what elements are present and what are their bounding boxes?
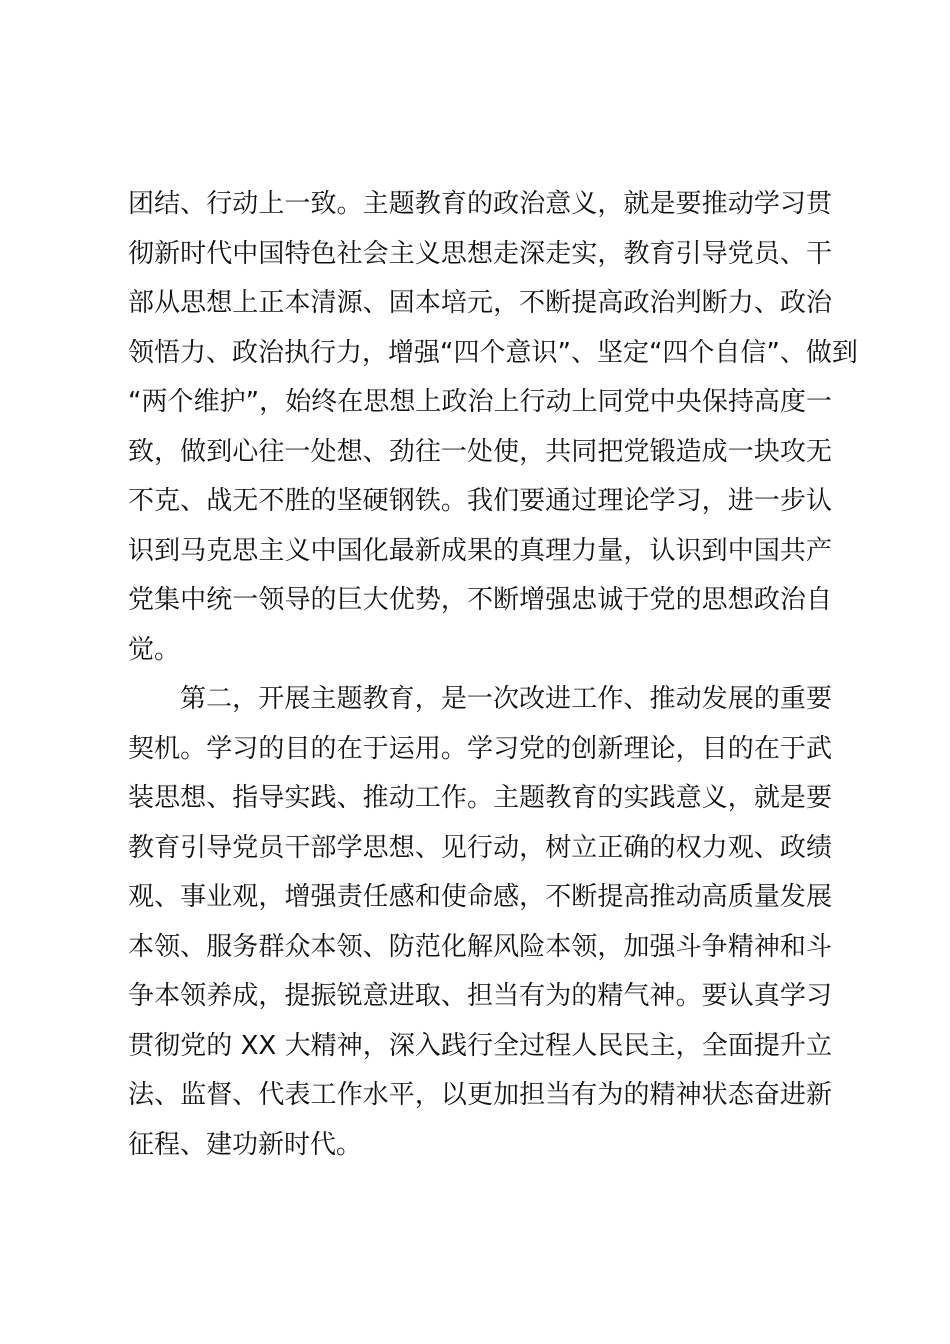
paragraph-line: “两个维护”，始终在思想上政治上行动上同党中央保持高度一 [128,387,832,417]
paragraph-line: 识到马克思主义中国化最新成果的真理力量，认识到中国共产 [128,535,832,566]
paragraph-line: 领悟力、政治执行力，增强“四个意识”、坚定“四个自信”、做到 [128,337,858,368]
paragraph-1 [128,180,858,675]
paragraph-line: 彻新时代中国特色社会主义思想走深走实，教育引导党员、干 [128,238,832,269]
paragraph-line: 团结、行动上一致。主题教育的政治意义，就是要推动学习贯 [128,189,832,219]
document-body [128,180,858,1170]
paragraph-line: 部从思想上正本清源、固本培元，不断提高政治判断力、政治 [128,288,832,318]
paragraph-line: 本领、服务群众本领、防范化解风险本领，加强斗争精神和斗 [128,931,832,962]
paragraph-line: 装思想、指导实践、推动工作。主题教育的实践意义，就是要 [128,783,832,813]
paragraph-line: 争本领养成，提振锐意进取、担当有为的精气神。要认真学习 [128,981,832,1011]
paragraph-line: 第二，开展主题教育，是一次改进工作、推动发展的重要 [180,684,832,714]
paragraph-line: 致，做到心往一处想、劲往一处使，共同把党锻造成一块攻无 [128,436,832,467]
paragraph-line: 不克、战无不胜的坚硬钢铁。我们要通过理论学习，进一步认 [128,486,832,516]
paragraph-line: 贯彻党的 XX 大精神，深入践行全过程人民民主，全面提升立 [128,1030,832,1061]
paragraph-line: 契机。学习的目的在于运用。学习党的创新理论，目的在于武 [128,733,832,764]
paragraph-line: 观、事业观，增强责任感和使命感，不断提高推动高质量发展 [128,882,832,912]
paragraph-line: 法、监督、代表工作水平，以更加担当有为的精神状态奋进新 [128,1080,832,1110]
paragraph-2 [128,675,832,1170]
paragraph-line: 党集中统一领导的巨大优势，不断增强忠诚于党的思想政治自 [128,585,832,615]
paragraph-line: 教育引导党员干部学思想、见行动，树立正确的权力观、政绩 [128,832,832,863]
paragraph-line: 征程、建功新时代。 [128,1129,363,1160]
paragraph-line: 觉。 [128,634,181,665]
